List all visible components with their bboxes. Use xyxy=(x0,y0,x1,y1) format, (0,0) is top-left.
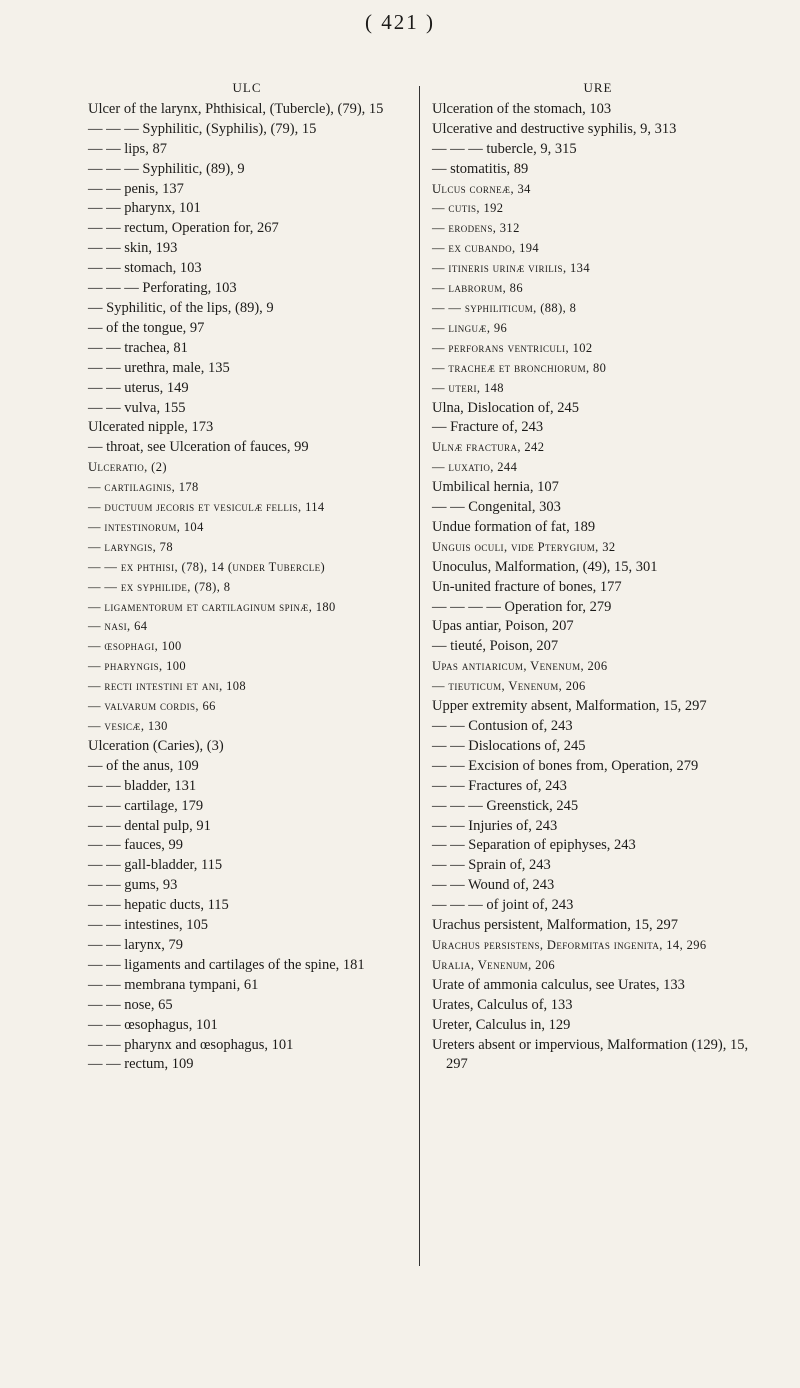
index-entry: — — Contusion of, 243 xyxy=(432,718,573,734)
index-entry: Upper extremity absent, Malformation, 15, 297 xyxy=(432,698,707,715)
index-entry: — — syphiliticum, (88), 8 xyxy=(432,300,577,315)
right-entry-list xyxy=(432,100,764,1075)
index-entry: Upas antiaricum, Venenum, 206 xyxy=(432,659,608,674)
index-entry: Upas antiar, Poison, 207 xyxy=(432,618,574,635)
index-entry: Uralia, Venenum, 206 xyxy=(432,957,556,972)
index-entry: Ureter, Calculus in, 129 xyxy=(432,1016,571,1033)
index-entry: Unguis oculi, vide Pterygium, 32 xyxy=(432,539,616,554)
index-entry: — — urethra, male, 135 xyxy=(88,359,230,376)
index-entry: Unoculus, Malformation, (49), 15, 301 xyxy=(432,558,658,575)
index-entry: — — ex syphilide, (78), 8 xyxy=(88,579,231,594)
index-entry: Ulcerative and destructive syphilis, 9, 313 xyxy=(432,120,677,137)
index-entry: — — — tubercle, 9, 315 xyxy=(432,140,577,157)
index-entry: — — intestines, 105 xyxy=(88,917,209,934)
index-entry: — — hepatic ducts, 115 xyxy=(88,897,229,914)
left-column xyxy=(88,78,406,1075)
index-entry: — — Fractures of, 243 xyxy=(432,777,567,794)
index-entry: — — dental pulp, 91 xyxy=(88,817,211,834)
index-entry: — linguæ, 96 xyxy=(432,320,508,335)
left-entry-list xyxy=(88,100,406,1075)
index-entry: — — Injuries of, 243 xyxy=(432,817,558,834)
column-divider xyxy=(419,86,420,1266)
index-entry: — Fracture of, 243 xyxy=(432,419,544,436)
index-entry: — — fauces, 99 xyxy=(88,837,184,854)
index-entry: — valvarum cordis, 66 xyxy=(88,699,216,714)
index-entry: — — Sprain of, 243 xyxy=(432,857,551,874)
index-entry: Ulcerated nipple, 173 xyxy=(88,419,214,436)
index-entry: Ulcer of the larynx, Phthisical, (Tubercle), (79), 15 xyxy=(88,100,384,117)
index-entry: — — uterus, 149 xyxy=(88,379,189,396)
index-entry: — — ligaments and cartilages of the spine, 181 xyxy=(88,956,365,973)
index-entry: — ex cubando, 194 xyxy=(432,241,540,256)
index-entry: — vesicæ, 130 xyxy=(88,719,168,733)
index-entry: — tieuté, Poison, 207 xyxy=(432,638,559,655)
index-entry: Ureters absent or impervious, Malformation (129), 15, 297 xyxy=(432,1036,749,1073)
index-entry: Umbilical hernia, 107 xyxy=(432,479,559,496)
index-entry: — — lips, 87 xyxy=(88,140,167,157)
index-entry: — ligamentorum et cartilaginum spinæ, 180 xyxy=(88,599,336,614)
index-entry: Un-united fracture of bones, 177 xyxy=(432,578,622,595)
index-entry: — pharyngis, 100 xyxy=(88,659,187,674)
index-entry: — intestinorum, 104 xyxy=(88,519,204,534)
index-entry: — throat, see Ulceration of fauces, 99 xyxy=(88,439,309,456)
index-entry: — laryngis, 78 xyxy=(88,539,173,554)
index-entry: — uteri, 148 xyxy=(432,380,504,395)
index-entry: — — pharynx and œsophagus, 101 xyxy=(88,1036,294,1053)
index-entry: — — penis, 137 xyxy=(88,180,184,197)
index-entry: Ulnæ fractura, 242 xyxy=(432,440,545,455)
index-entry: Ulceration of the stomach, 103 xyxy=(432,100,612,117)
index-entry: — — nose, 65 xyxy=(88,996,173,1013)
index-entry: — — larynx, 79 xyxy=(88,936,184,953)
index-entry: Ulcus corneæ, 34 xyxy=(432,181,531,196)
index-entry: — — — Perforating, 103 xyxy=(88,280,237,297)
index-entry: — — ex phthisi, (78), 14 (under Tubercle) xyxy=(88,559,326,574)
index-entry: — — Wound of, 243 xyxy=(432,877,555,894)
index-entry: — — stomach, 103 xyxy=(88,260,202,277)
index-entry: — — — of joint of, 243 xyxy=(432,897,574,914)
index-entry: — — membrana tympani, 61 xyxy=(88,976,259,993)
index-entry: — — trachea, 81 xyxy=(88,339,188,356)
right-running-head: URE xyxy=(583,80,613,95)
index-entry: Urachus persistent, Malformation, 15, 297 xyxy=(432,917,679,934)
index-entry: — recti intestini et ani, 108 xyxy=(88,679,247,694)
index-entry: — perforans ventriculi, 102 xyxy=(432,340,593,355)
index-entry: Urachus persistens, Deformitas ingenita, 14, 296 xyxy=(432,937,707,952)
index-entry: — — Congenital, 303 xyxy=(432,499,561,516)
index-entry: — ductuum jecoris et vesiculæ fellis, 114 xyxy=(88,500,325,515)
index-entry: Ulceratio, (2) xyxy=(88,460,167,475)
index-entry: — tracheæ et bronchiorum, 80 xyxy=(432,360,607,375)
right-column xyxy=(432,78,764,1075)
index-entry: — — œsophagus, 101 xyxy=(88,1016,218,1033)
index-entry: — cutis, 192 xyxy=(432,201,504,216)
page-number: ( 421 ) xyxy=(365,10,435,34)
index-entry: — of the anus, 109 xyxy=(88,757,199,774)
index-entry: Ulna, Dislocation of, 245 xyxy=(432,399,579,416)
index-entry: — — cartilage, 179 xyxy=(88,797,204,814)
index-entry: — — pharynx, 101 xyxy=(88,200,201,217)
index-entry: — — Dislocations of, 245 xyxy=(432,737,586,754)
index-entry: — — vulva, 155 xyxy=(88,399,186,416)
index-entry: — itineris urinæ virilis, 134 xyxy=(432,261,590,276)
index-entry: — — Separation of epiphyses, 243 xyxy=(432,837,636,854)
index-entry: — — — Syphilitic, (Syphilis), (79), 15 xyxy=(88,120,317,137)
index-entry: — stomatitis, 89 xyxy=(432,160,529,177)
index-entry: — — — Syphilitic, (89), 9 xyxy=(88,160,245,177)
index-entry: — — gums, 93 xyxy=(88,877,178,894)
index-entry: — luxatio, 244 xyxy=(432,460,518,475)
index-entry: Undue formation of fat, 189 xyxy=(432,518,596,535)
index-entry: — erodens, 312 xyxy=(432,221,520,236)
index-entry: — œsophagi, 100 xyxy=(88,639,182,654)
index-entry: — labrorum, 86 xyxy=(432,281,523,296)
index-entry: — nasi, 64 xyxy=(88,619,148,634)
left-running-head: ULC xyxy=(232,80,262,95)
index-entry: — — — Greenstick, 245 xyxy=(432,797,579,814)
index-entry: — of the tongue, 97 xyxy=(88,319,205,336)
index-entry: — — Excision of bones from, Operation, 279 xyxy=(432,757,699,774)
index-entry: — Syphilitic, of the lips, (89), 9 xyxy=(88,299,274,316)
index-entry: — — bladder, 131 xyxy=(88,777,197,794)
index-entry: — — rectum, 109 xyxy=(88,1056,194,1073)
index-entry: — cartilaginis, 178 xyxy=(88,480,199,495)
index-entry: Ulceration (Caries), (3) xyxy=(88,737,224,754)
index-entry: — — skin, 193 xyxy=(88,240,178,257)
index-entry: — tieuticum, Venenum, 206 xyxy=(432,679,586,694)
index-entry: Urate of ammonia calculus, see Urates, 133 xyxy=(432,976,685,993)
index-entry: — — — — Operation for, 279 xyxy=(432,598,612,615)
index-entry: Urates, Calculus of, 133 xyxy=(432,996,573,1013)
index-entry: — — rectum, Operation for, 267 xyxy=(88,220,279,237)
index-entry: — — gall-bladder, 115 xyxy=(88,857,223,874)
